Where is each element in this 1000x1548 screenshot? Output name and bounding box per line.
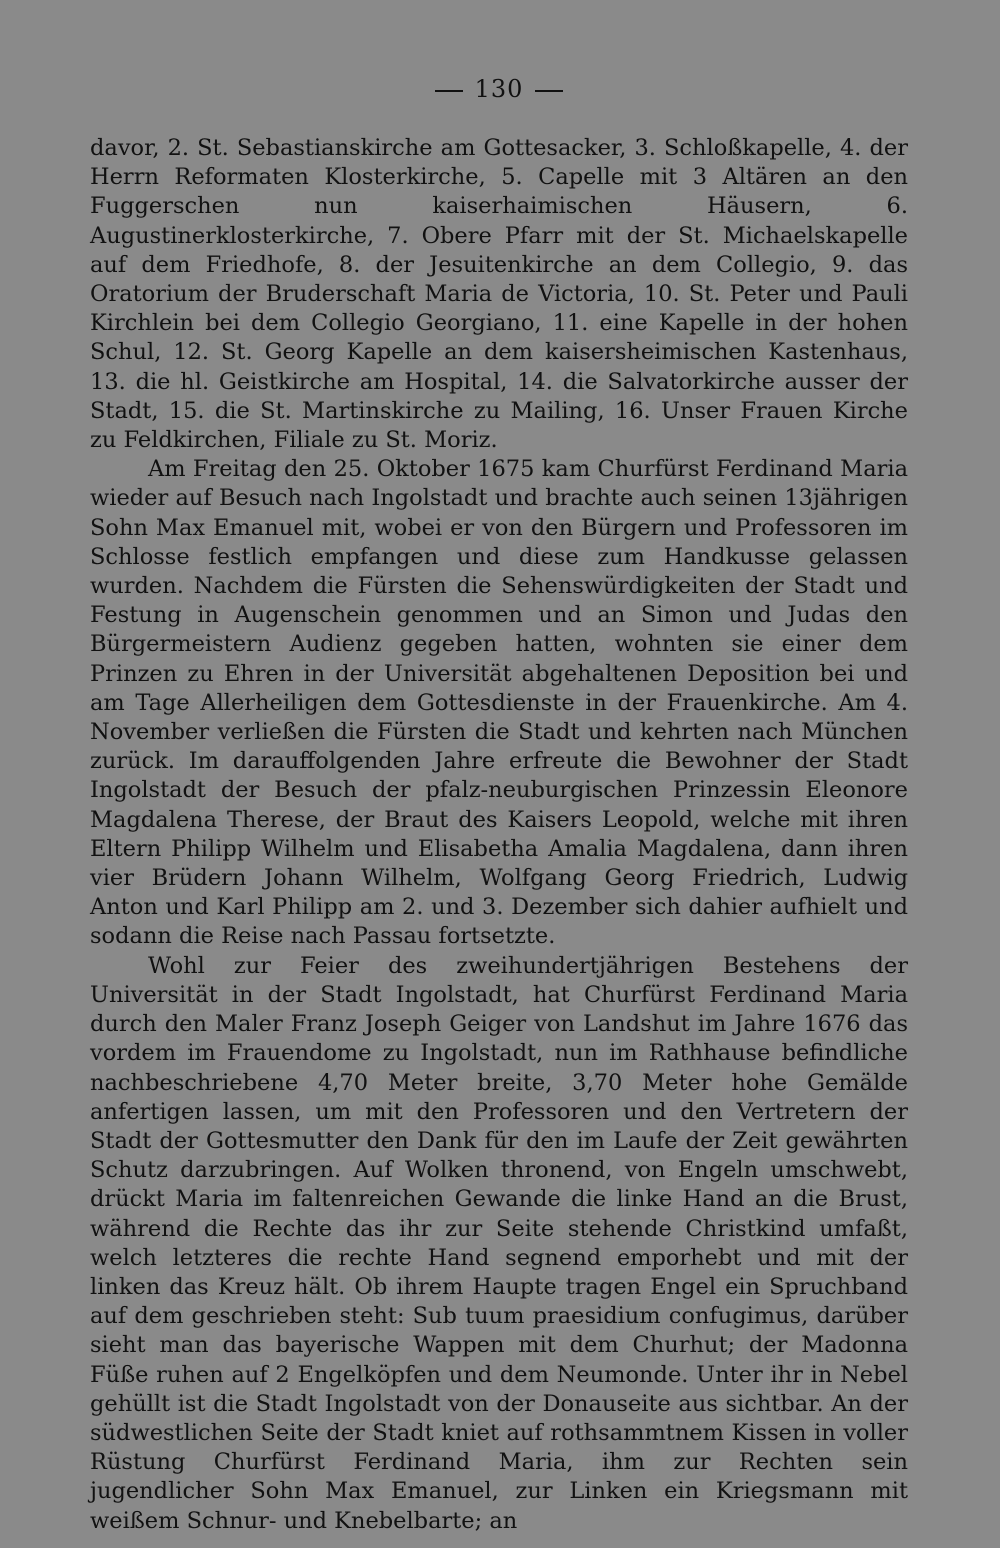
paragraph-church-list: davor, 2. St. Sebastianskirche am Gottesacker, 3. Schloßkapelle, 4. der Herrn Reformaten Klosterkirche, 5. Capelle mit 3 Altären an den Fuggerschen nun kaiserhaimischen Häusern, 6. Augustinerklosterkirche, 7. Obere Pfarr mit der St. Michaelskapelle auf dem Friedhofe, 8. der Jesuitenkirche an dem Collegio, 9. das Oratorium der Bruderschaft Maria de Victoria, 10. St. Peter und Pauli Kirchlein bei dem Collegio Georgiano, 11. eine Kapelle in der hohen Schul, 12. St. Georg Kapelle an dem kaisersheimischen Kastenhaus, 13. die hl. Geistkirche am Hospital, 14. die Salvatorkirche ausser der Stadt, 15. die St. Martinskirche zu Mailing, 16. Unser Frauen Kirche zu Feldkirchen, Filiale zu St. Moriz. [90,135,908,454]
paragraph-painting-1676: Wohl zur Feier des zweihundertjährigen Bestehens der Universität in der Stadt Ingolstadt, hat Churfürst Ferdinand Maria durch den Maler Franz Joseph Geiger von Landshut im Jahre 1676 das vordem im Frauendome zu Ingolstadt, nun im Rathhause befindliche nachbeschriebene 4,70 Meter breite, 3,70 Meter hohe Gemälde anfertigen lassen, um mit den Professoren und den Vertretern der Stadt der Gottesmutter den Dank für den im Laufe der Zeit gewährten Schutz darzubringen. Auf Wolken thronend, von Engeln umschwebt, drückt Maria im faltenreichen Gewande die linke Hand an die Brust, während die Rechte das ihr zur Seite stehende Christkind umfaßt, welch letzteres die rechte Hand segnend emporhebt und mit der linken das Kreuz hält. Ob ihrem Haupte tragen Engel ein Spruchband auf dem geschrieben steht: Sub tuum praesidium confugimus, darüber sieht man das bayerische Wappen mit dem Churhut; der Madonna Füße ruhen auf 2 Engelköpfen und dem Neumonde. Unter ihr in Nebel gehüllt ist die Stadt Ingolstadt von der Donauseite aus sichtbar. An der südwestlichen Seite der Stadt kniet auf rothsammtnem Kissen in voller Rüstung Churfürst Ferdinand Maria, ihm zur Rechten sein jugendlicher Sohn Max Emanuel, zur Linken ein Kriegsmann mit weißem Schnur- und Knebelbarte; an [90,952,908,1534]
paragraph-visit-1675: Am Freitag den 25. Oktober 1675 kam Churfürst Ferdinand Maria wieder auf Besuch nach Ingolstadt und brachte auch seinen 13jährigen Sohn Max Emanuel mit, wobei er von den Bürgern und Professoren im Schlosse festlich empfangen und diese zum Handkusse gelassen wurden. Nachdem die Fürsten die Sehenswürdigkeiten der Stadt und Festung in Augenschein genommen und an Simon und Judas den Bürgermeistern Audienz gegeben hatten, wohnten sie einer dem Prinzen zu Ehren in der Universität abgehaltenen Deposition bei und am Tage Allerheiligen dem Gottesdienste in der Frauenkirche. Am 4. November verließen die Fürsten die Stadt und kehrten nach München zurück. Im darauffolgenden Jahre erfreute die Bewohner der Stadt Ingolstadt der Besuch der pfalz-neuburgischen Prinzessin Eleonore Magdalena Therese, der Braut des Kaisers Leopold, welche mit ihren Eltern Philipp Wilhelm und Elisabetha Amalia Magdalena, dann ihren vier Brüdern Johann Wilhelm, Wolfgang Georg Friedrich, Ludwig Anton und Karl Philipp am 2. und 3. Dezember sich dahier aufhielt und sodann die Reise nach Passau fortsetzte. [90,456,908,950]
page-number-dash-right [535,90,563,92]
body-text [90,134,908,1536]
page-number [90,74,908,104]
page-number-dash-left [435,90,463,92]
page-number-value: 130 [474,75,524,103]
